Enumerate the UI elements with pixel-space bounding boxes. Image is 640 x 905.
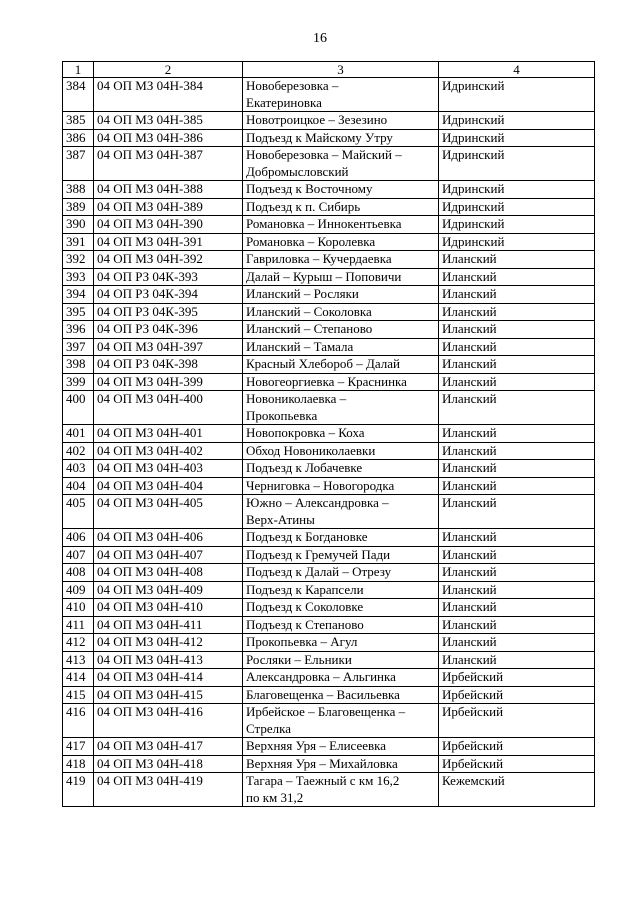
road-name — [243, 529, 439, 547]
district: Иланский — [439, 651, 595, 669]
table-row — [63, 529, 595, 547]
road-code: 04 ОП МЗ 04Н-419 — [94, 773, 243, 807]
road-code: 04 ОП МЗ 04Н-415 — [94, 686, 243, 704]
table-row — [63, 546, 595, 564]
table-row — [63, 704, 595, 738]
table-row — [63, 773, 595, 807]
road-code: 04 ОП МЗ 04Н-416 — [94, 704, 243, 738]
road-code: 04 ОП МЗ 04Н-409 — [94, 581, 243, 599]
road-code: 04 ОП РЗ 04К-398 — [94, 356, 243, 374]
row-number: 389 — [63, 198, 94, 216]
road-name-line: Подъезд к п. Сибирь — [246, 198, 361, 214]
row-number: 385 — [63, 112, 94, 130]
district: Иланский — [439, 634, 595, 652]
road-code: 04 ОП МЗ 04Н-385 — [94, 112, 243, 130]
district: Идринский — [439, 112, 595, 130]
table-row — [63, 338, 595, 356]
road-name-line: Подъезд к Степаново — [246, 616, 364, 632]
row-number: 415 — [63, 686, 94, 704]
road-code: 04 ОП МЗ 04Н-402 — [94, 442, 243, 460]
table-row — [63, 286, 595, 304]
district: Идринский — [439, 198, 595, 216]
row-number: 400 — [63, 391, 94, 425]
road-name — [243, 581, 439, 599]
road-name-line: Добромысловский — [246, 163, 349, 179]
district: Иланский — [439, 529, 595, 547]
table-row — [63, 391, 595, 425]
row-number: 390 — [63, 216, 94, 234]
table-row — [63, 181, 595, 199]
road-name — [243, 755, 439, 773]
road-name-line: Новогеоргиевка – Краснинка — [246, 373, 407, 389]
road-name-line: Подъезд к Гремучей Пади — [246, 546, 391, 562]
district: Иланский — [439, 581, 595, 599]
row-number: 402 — [63, 442, 94, 460]
table-row — [63, 460, 595, 478]
table-row — [63, 755, 595, 773]
table-row — [63, 495, 595, 529]
table-row — [63, 599, 595, 617]
road-code: 04 ОП МЗ 04Н-397 — [94, 338, 243, 356]
table-row — [63, 442, 595, 460]
district: Иланский — [439, 564, 595, 582]
road-name-line: Романовка – Иннокентьевка — [246, 216, 402, 231]
road-name — [243, 773, 439, 807]
road-name — [243, 599, 439, 617]
road-name — [243, 286, 439, 304]
table-row — [63, 651, 595, 669]
road-name-line: Прокопьевка — [246, 407, 318, 423]
road-code: 04 ОП МЗ 04Н-384 — [94, 78, 243, 112]
road-name-line: Гавриловка – Кучердаевка — [246, 251, 392, 266]
road-name-line: Южно – Александровка – — [246, 495, 389, 510]
road-name — [243, 564, 439, 582]
road-name-line: Иланский – Росляки — [246, 286, 359, 301]
table-row — [63, 321, 595, 339]
district: Иланский — [439, 321, 595, 339]
district: Иланский — [439, 373, 595, 391]
header-col-3: 3 — [243, 62, 439, 78]
road-name — [243, 425, 439, 443]
road-name — [243, 321, 439, 339]
road-name-line: Красный Хлебороб – Далай — [246, 356, 400, 371]
table-row — [63, 112, 595, 130]
road-name — [243, 373, 439, 391]
road-name-line: Верхняя Уря – Михайловка — [246, 755, 398, 771]
district: Иланский — [439, 425, 595, 443]
road-code: 04 ОП РЗ 04К-396 — [94, 321, 243, 339]
table-row — [63, 78, 595, 112]
road-code: 04 ОП МЗ 04Н-405 — [94, 495, 243, 529]
table-row — [63, 251, 595, 269]
road-name — [243, 251, 439, 269]
district: Идринский — [439, 78, 595, 112]
road-code: 04 ОП МЗ 04Н-401 — [94, 425, 243, 443]
page-number: 16 — [313, 31, 327, 46]
row-number: 398 — [63, 356, 94, 374]
table-row — [63, 669, 595, 687]
table-row — [63, 303, 595, 321]
row-number: 404 — [63, 477, 94, 495]
row-number: 384 — [63, 78, 94, 112]
road-code: 04 ОП МЗ 04Н-406 — [94, 529, 243, 547]
road-name-line: Подъезд к Восточному — [246, 181, 373, 196]
road-name-line: Екатериновка — [246, 94, 322, 110]
road-code: 04 ОП МЗ 04Н-408 — [94, 564, 243, 582]
road-code: 04 ОП МЗ 04Н-411 — [94, 616, 243, 634]
table-row — [63, 634, 595, 652]
road-name — [243, 181, 439, 199]
road-name-line: Новотроицкое – Зезезино — [246, 112, 388, 127]
table-row — [63, 581, 595, 599]
road-code: 04 ОП РЗ 04К-394 — [94, 286, 243, 304]
road-code: 04 ОП РЗ 04К-393 — [94, 268, 243, 286]
row-number: 406 — [63, 529, 94, 547]
road-code: 04 ОП МЗ 04Н-403 — [94, 460, 243, 478]
road-code: 04 ОП МЗ 04Н-404 — [94, 477, 243, 495]
road-name — [243, 460, 439, 478]
road-code: 04 ОП МЗ 04Н-392 — [94, 251, 243, 269]
district: Ирбейский — [439, 755, 595, 773]
district: Ирбейский — [439, 686, 595, 704]
district: Иланский — [439, 286, 595, 304]
table-row — [63, 738, 595, 756]
district: Идринский — [439, 129, 595, 147]
row-number: 393 — [63, 268, 94, 286]
table-header-row — [63, 62, 595, 78]
road-name-line: Благовещенка – Васильевка — [246, 686, 400, 702]
road-name — [243, 147, 439, 181]
district: Иланский — [439, 303, 595, 321]
road-name — [243, 495, 439, 529]
road-code: 04 ОП МЗ 04Н-418 — [94, 755, 243, 773]
road-name — [243, 268, 439, 286]
table-row — [63, 564, 595, 582]
road-name-line: Подъезд к Лобачевке — [246, 460, 363, 475]
road-name — [243, 233, 439, 251]
road-code: 04 ОП МЗ 04Н-413 — [94, 651, 243, 669]
row-number: 414 — [63, 669, 94, 687]
table-row — [63, 477, 595, 495]
district: Ирбейский — [439, 669, 595, 687]
road-name — [243, 391, 439, 425]
road-name — [243, 546, 439, 564]
table-row — [63, 268, 595, 286]
district: Идринский — [439, 233, 595, 251]
road-name — [243, 338, 439, 356]
table-row — [63, 147, 595, 181]
header-col-1: 1 — [63, 62, 94, 78]
row-number: 388 — [63, 181, 94, 199]
row-number: 394 — [63, 286, 94, 304]
road-name-line: Новопокровка – Коха — [246, 425, 365, 440]
row-number: 419 — [63, 773, 94, 807]
district: Ирбейский — [439, 738, 595, 756]
table-row — [63, 686, 595, 704]
road-name — [243, 442, 439, 460]
district: Иланский — [439, 251, 595, 269]
roads-table — [62, 61, 595, 807]
road-name-line: Иланский – Степаново — [246, 321, 373, 336]
road-code: 04 ОП МЗ 04Н-386 — [94, 129, 243, 147]
row-number: 391 — [63, 233, 94, 251]
table-body — [63, 78, 595, 807]
district: Иланский — [439, 460, 595, 478]
road-code: 04 ОП МЗ 04Н-391 — [94, 233, 243, 251]
table-row — [63, 198, 595, 216]
road-name-line: Подъезд к Далай – Отрезу — [246, 564, 392, 579]
district: Иланский — [439, 338, 595, 356]
table-row — [63, 233, 595, 251]
district: Иланский — [439, 599, 595, 617]
row-number: 411 — [63, 616, 94, 634]
road-name-line: Романовка – Королевка — [246, 233, 376, 249]
road-name-line: Далай – Курыш – Поповичи — [246, 268, 402, 284]
road-name — [243, 704, 439, 738]
road-name — [243, 129, 439, 147]
district: Ирбейский — [439, 704, 595, 738]
row-number: 397 — [63, 338, 94, 356]
road-code: 04 ОП МЗ 04Н-399 — [94, 373, 243, 391]
road-name — [243, 634, 439, 652]
road-name-line: Ирбейское – Благовещенка – — [246, 704, 406, 719]
road-name-line: Подъезд к Соколовке — [246, 599, 364, 614]
road-code: 04 ОП МЗ 04Н-387 — [94, 147, 243, 181]
row-number: 413 — [63, 651, 94, 669]
road-code: 04 ОП МЗ 04Н-400 — [94, 391, 243, 425]
road-name-line: Верх-Атины — [246, 511, 315, 527]
table-row — [63, 129, 595, 147]
header-col-4: 4 — [439, 62, 595, 78]
district: Идринский — [439, 181, 595, 199]
road-name-line: Верхняя Уря – Елисеевка — [246, 738, 387, 753]
table-row — [63, 216, 595, 234]
row-number: 395 — [63, 303, 94, 321]
road-code: 04 ОП МЗ 04Н-389 — [94, 198, 243, 216]
road-name-line: Тагара – Таежный с км 16,2 — [246, 773, 400, 788]
row-number: 405 — [63, 495, 94, 529]
row-number: 392 — [63, 251, 94, 269]
table-row — [63, 356, 595, 374]
road-code: 04 ОП МЗ 04Н-417 — [94, 738, 243, 756]
road-name-line: Иланский – Тамала — [246, 338, 354, 354]
row-number: 399 — [63, 373, 94, 391]
row-number: 409 — [63, 581, 94, 599]
road-name-line: Александровка – Альгинка — [246, 669, 396, 684]
road-name — [243, 303, 439, 321]
row-number: 418 — [63, 755, 94, 773]
district: Иланский — [439, 616, 595, 634]
row-number: 407 — [63, 546, 94, 564]
road-name — [243, 216, 439, 234]
row-number: 412 — [63, 634, 94, 652]
road-name — [243, 686, 439, 704]
road-name — [243, 477, 439, 495]
district: Идринский — [439, 147, 595, 181]
road-name-line: Иланский – Соколовка — [246, 303, 372, 319]
road-code: 04 ОП МЗ 04Н-412 — [94, 634, 243, 652]
row-number: 417 — [63, 738, 94, 756]
road-name — [243, 738, 439, 756]
road-name-line: по км 31,2 — [246, 789, 304, 805]
road-code: 04 ОП МЗ 04Н-388 — [94, 181, 243, 199]
road-name — [243, 198, 439, 216]
district: Иланский — [439, 546, 595, 564]
table-row — [63, 425, 595, 443]
road-name-line: Новониколаевка – — [246, 391, 347, 406]
road-name-line: Новоберезовка – — [246, 78, 339, 93]
road-name-line: Росляки – Ельники — [246, 651, 352, 667]
road-name — [243, 669, 439, 687]
table-row — [63, 373, 595, 391]
district: Идринский — [439, 216, 595, 234]
row-number: 403 — [63, 460, 94, 478]
district: Иланский — [439, 495, 595, 529]
row-number: 408 — [63, 564, 94, 582]
district: Кежемский — [439, 773, 595, 807]
district: Иланский — [439, 442, 595, 460]
district: Иланский — [439, 268, 595, 286]
road-name-line: Подъезд к Майскому Утру — [246, 129, 393, 145]
row-number: 396 — [63, 321, 94, 339]
road-name-line: Новоберезовка – Майский – — [246, 147, 402, 162]
road-name-line: Подъезд к Богдановке — [246, 529, 368, 544]
road-code: 04 ОП МЗ 04Н-390 — [94, 216, 243, 234]
row-number: 416 — [63, 704, 94, 738]
road-code: 04 ОП МЗ 04Н-410 — [94, 599, 243, 617]
district: Иланский — [439, 477, 595, 495]
road-name-line: Черниговка – Новогородка — [246, 477, 395, 493]
row-number: 410 — [63, 599, 94, 617]
header-col-2: 2 — [94, 62, 243, 78]
road-name — [243, 112, 439, 130]
road-name — [243, 651, 439, 669]
road-name — [243, 78, 439, 112]
table-row — [63, 616, 595, 634]
road-name — [243, 356, 439, 374]
road-code: 04 ОП МЗ 04Н-407 — [94, 546, 243, 564]
road-name — [243, 616, 439, 634]
road-name-line: Стрелка — [246, 720, 291, 736]
road-name-line: Подъезд к Карапсели — [246, 581, 364, 597]
row-number: 401 — [63, 425, 94, 443]
row-number: 386 — [63, 129, 94, 147]
road-name-line: Прокопьевка – Агул — [246, 634, 358, 649]
district: Иланский — [439, 391, 595, 425]
road-code: 04 ОП МЗ 04Н-414 — [94, 669, 243, 687]
row-number: 387 — [63, 147, 94, 181]
road-name-line: Обход Новониколаевки — [246, 442, 376, 458]
road-code: 04 ОП РЗ 04К-395 — [94, 303, 243, 321]
district: Иланский — [439, 356, 595, 374]
